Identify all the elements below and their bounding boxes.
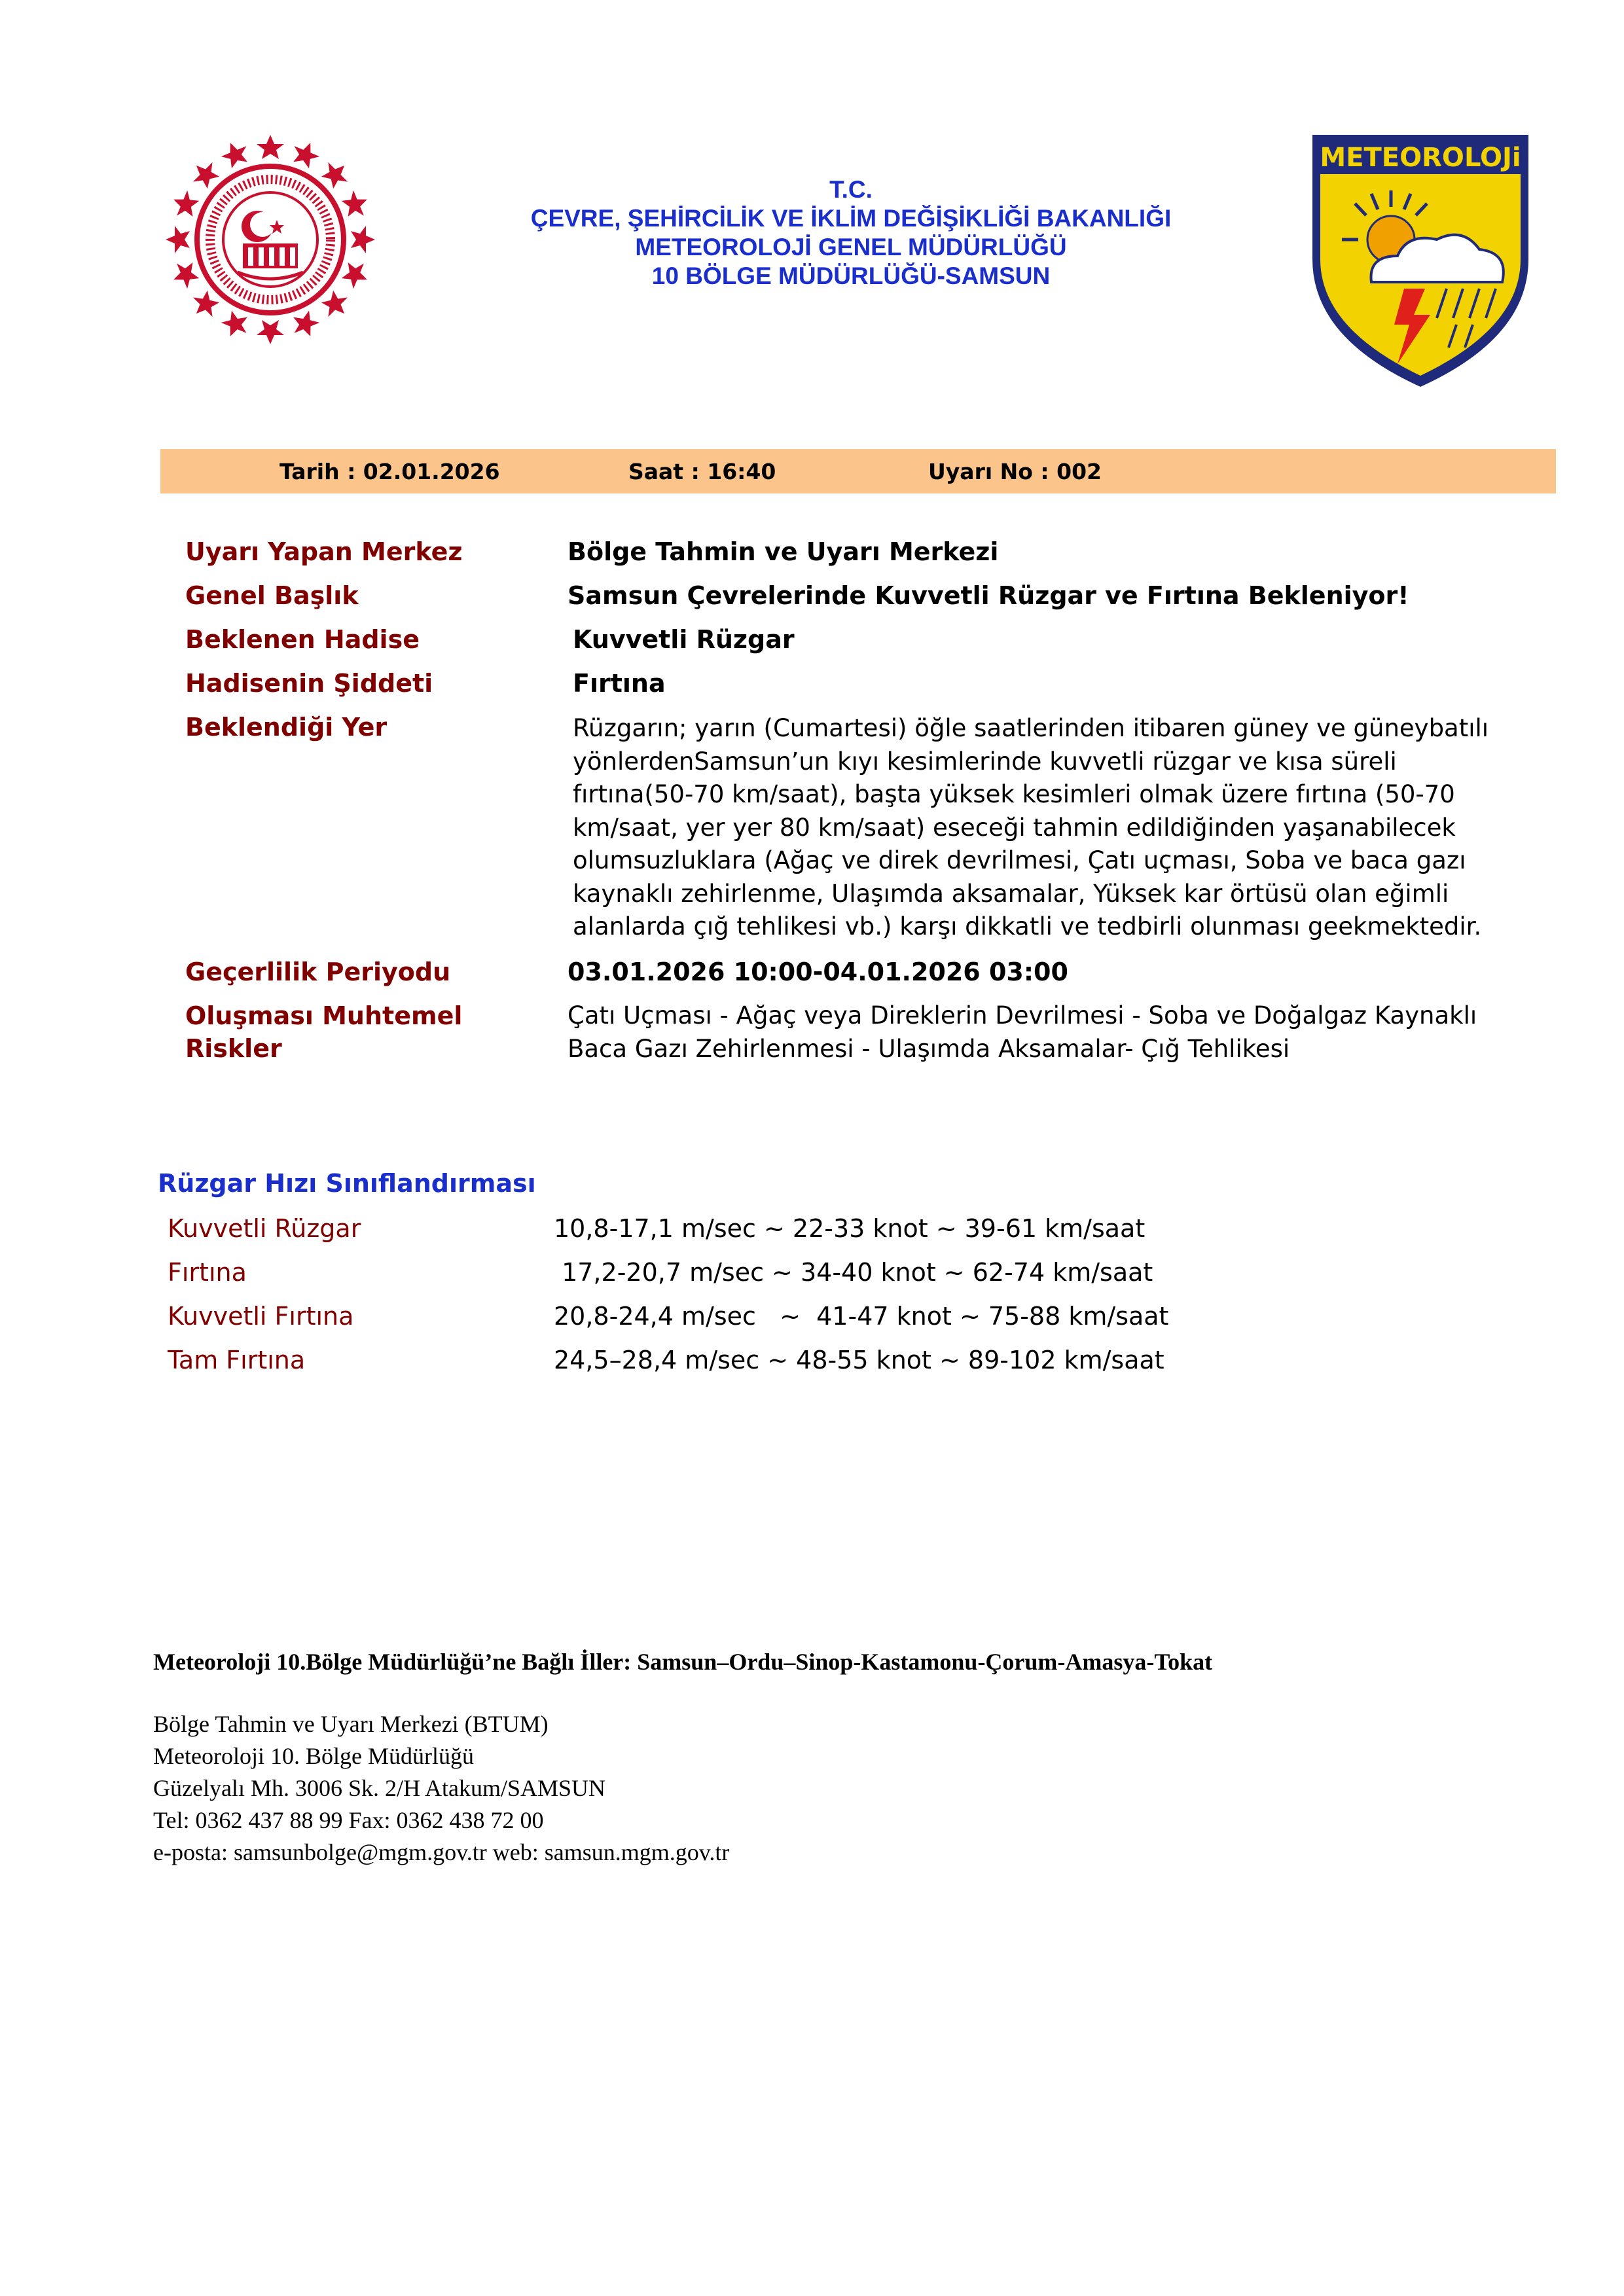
wind-row-name: Fırtına xyxy=(168,1258,247,1287)
risks-value: Çatı Uçması - Ağaç veya Direklerin Devrilmesi - Soba ve Doğalgaz Kaynaklı Baca Gazı Zehirlenmesi - Ulaşımda Aksamalar- Çığ Tehlikesi xyxy=(568,1001,1477,1063)
ministry-seal-icon xyxy=(159,128,382,351)
warning-time: Saat : 16:40 xyxy=(628,459,776,484)
contact-address: Güzelyalı Mh. 3006 Sk. 2/H Atakum/SAMSUN xyxy=(153,1775,606,1801)
meteoroloji-shield-icon xyxy=(1306,128,1535,390)
wind-row-name: Tam Fırtına xyxy=(168,1346,306,1374)
severity-label: Hadisenin Şiddeti xyxy=(185,669,433,698)
validity-label: Geçerlilik Periyodu xyxy=(185,958,451,986)
validity-value: 03.01.2026 10:00-04.01.2026 03:00 xyxy=(568,958,1068,986)
location-description: Rüzgarın; yarın (Cumartesi) öğle saatlerinden itibaren güney ve güneybatılı yönlerdenSamsun’un kıyı kesimlerinde kuvvetli rüzgar ve kısa süreli fırtına(50-70 km/saat), başta yüksek kesimleri olmak üzere fırtına (50-70 km/saat, yer yer 80 km/saat) eseceği tahmin edildiğinden yaşanabilecek olumsuzluklara (Ağaç ve direk devrilmesi, Çatı uçması, Soba ve baca gazı kaynaklı zehirlenme, Ulaşımda aksamalar, Yüksek kar örtüsü olan eğimli alanlarda çığ tehlikesi vb.) karşı dikkatli ve tedbirli olunması geekmektedir. xyxy=(573,714,1489,941)
wind-row-name: Kuvvetli Fırtına xyxy=(168,1302,354,1331)
warning-date: Tarih : 02.01.2026 xyxy=(280,459,500,484)
header-line-directorate: METEOROLOJİ GENEL MÜDÜRLÜĞÜ xyxy=(635,234,1067,260)
severity-value: Fırtına xyxy=(573,669,666,698)
location-label: Beklendiği Yer xyxy=(185,713,388,742)
contact-email-web: e-posta: samsunbolge@mgm.gov.tr web: samsun.mgm.gov.tr xyxy=(153,1839,730,1865)
contact-directorate: Meteoroloji 10. Bölge Müdürlüğü xyxy=(153,1743,474,1769)
header-line-tc: T.C. xyxy=(829,176,873,203)
wind-row-value: 24,5–28,4 m/sec ~ 48-55 knot ~ 89-102 km/saat xyxy=(554,1346,1164,1374)
header-line-ministry: ÇEVRE, ŞEHİRCİLİK VE İKLİM DEĞİŞİKLİĞİ BAKANLIĞI xyxy=(530,205,1172,232)
wind-row-name: Kuvvetli Rüzgar xyxy=(168,1214,361,1243)
ministry-seal-logo xyxy=(159,128,382,351)
wind-row-value: 10,8-17,1 m/sec ~ 22-33 knot ~ 39-61 km/saat xyxy=(554,1214,1146,1243)
contact-phone-fax: Tel: 0362 437 88 99 Fax: 0362 438 72 00 xyxy=(153,1807,544,1833)
contact-block xyxy=(153,1708,729,1869)
institution-header xyxy=(393,175,1309,291)
center-label: Uyarı Yapan Merkez xyxy=(185,537,463,566)
center-value: Bölge Tahmin ve Uyarı Merkezi xyxy=(568,537,999,566)
wind-classification-title: Rüzgar Hızı Sınıflandırması xyxy=(158,1169,536,1198)
wind-row-value: 17,2-20,7 m/sec ~ 34-40 knot ~ 62-74 km/saat xyxy=(554,1258,1153,1287)
risks-label-line1: Oluşması Muhtemel xyxy=(185,1001,463,1030)
meteoroloji-shield-logo xyxy=(1306,128,1535,390)
header-line-regional: 10 BÖLGE MÜDÜRLÜĞÜ-SAMSUN xyxy=(651,262,1051,289)
title-value: Samsun Çevrelerinde Kuvvetli Rüzgar ve Fırtına Bekleniyor! xyxy=(568,581,1409,610)
risks-label xyxy=(185,999,462,1065)
warning-info-bar xyxy=(160,449,1556,493)
warning-number: Uyarı No : 002 xyxy=(928,459,1102,484)
contact-center: Bölge Tahmin ve Uyarı Merkezi (BTUM) xyxy=(153,1711,549,1737)
event-value: Kuvvetli Rüzgar xyxy=(573,625,795,654)
title-label: Genel Başlık xyxy=(185,581,359,610)
meteoroloji-logo-text: METEOROLOJi xyxy=(1320,143,1521,173)
wind-row-value: 20,8-24,4 m/sec ~ 41-47 knot ~ 75-88 km/saat xyxy=(554,1302,1169,1331)
affiliated-provinces: Meteoroloji 10.Bölge Müdürlüğü’ne Bağlı İller: Samsun–Ordu–Sinop-Kastamonu-Çorum-Amasya-Tokat xyxy=(153,1649,1213,1675)
event-label: Beklenen Hadise xyxy=(185,625,420,654)
risks-label-line2: Riskler xyxy=(185,1034,282,1063)
